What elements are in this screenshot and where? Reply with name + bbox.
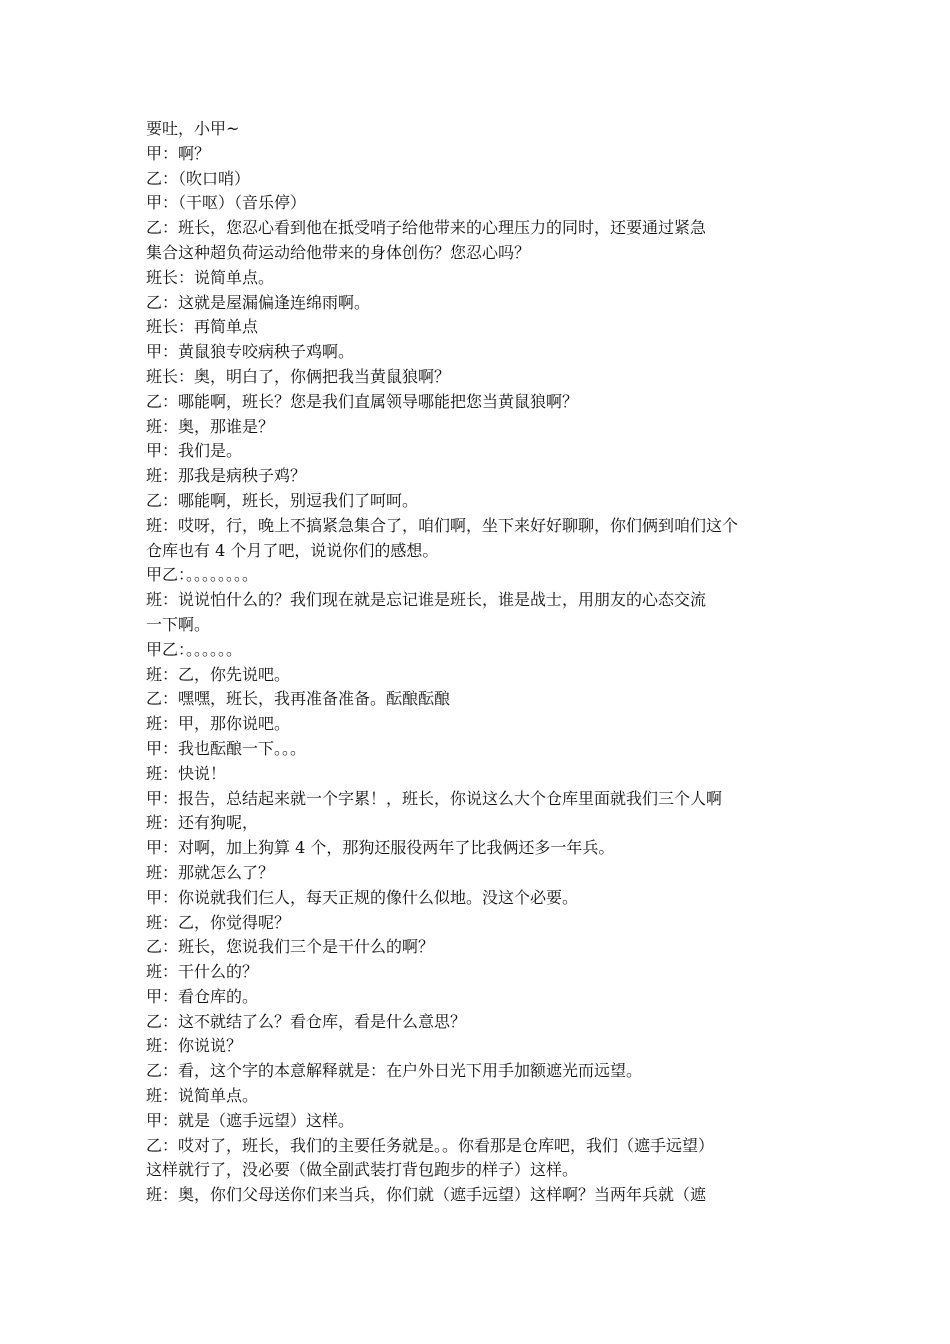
text-line: 乙：这不就结了么？看仓库，看是什么意思？: [146, 1011, 467, 1031]
text-line: 甲：报告，总结起来就一个字累！，班长，你说这么大个仓库里面就我们三个人啊: [146, 788, 723, 808]
text-line: 班：乙，你先说吧。: [146, 664, 291, 684]
text-line: 班：奥，你们父母送你们来当兵，你们就（遮手远望）这样啊？当两年兵就（遮: [146, 1185, 707, 1205]
text-line: 班：奥，那谁是？: [146, 416, 275, 436]
text-line: 班：那就怎么了？: [146, 862, 275, 882]
text-line: 甲：我们是。: [146, 441, 243, 461]
text-line: 班：还有狗呢，: [146, 813, 259, 833]
text-line: 乙：这就是屋漏偏逢连绵雨啊。: [146, 292, 371, 312]
text-line: 一下啊。: [146, 614, 211, 634]
text-line: 甲乙：。。。。。。。。: [146, 565, 259, 585]
text-line: 班：干什么的？: [146, 962, 259, 982]
dialogue-text: [146, 117, 810, 1208]
text-line: 乙：（吹口哨）: [146, 168, 251, 188]
text-line: 甲：黄鼠狼专咬病秧子鸡啊。: [146, 342, 355, 362]
text-line: 甲：啊？: [146, 143, 211, 163]
text-line: 要吐，小甲~: [146, 119, 240, 138]
text-line: 班：说简单点。: [146, 1086, 259, 1106]
text-line: 集合这种超负荷运动给他带来的身体创伤？您忍心吗？: [146, 242, 531, 262]
text-line: 乙：班长，您忍心看到他在抵受哨子给他带来的心理压力的同时，还要通过紧急: [146, 218, 707, 238]
text-line: 甲：（干呕）（音乐停）: [146, 193, 307, 213]
text-line: 班长：再简单点: [146, 317, 259, 337]
text-line: 班：哎呀，行，晚上不搞紧急集合了，咱们啊，坐下来好好聊聊，你们俩到咱们这个: [146, 515, 739, 535]
text-line: 班长：奥，明白了，你俩把我当黄鼠狼啊？: [146, 366, 451, 386]
text-line: 班：乙，你觉得呢？: [146, 912, 291, 932]
text-line: 甲：看仓库的。: [146, 986, 259, 1006]
text-line: 班：甲，那你说吧。: [146, 714, 291, 734]
text-line: 班：说说怕什么的？我们现在就是忘记谁是班长，谁是战士，用朋友的心态交流: [146, 590, 707, 610]
text-line: 仓库也有 4 个月了吧，说说你们的感想。: [146, 540, 439, 560]
text-line: 乙：嘿嘿，班长，我再准备准备。酝酿酝酿: [146, 689, 451, 709]
text-line: 这样就行了，没必要（做全副武装打背包跑步的样子）这样。: [146, 1160, 579, 1180]
text-line: 班长：说简单点。: [146, 267, 275, 287]
text-line: 班：快说！: [146, 763, 227, 783]
text-line: 班：那我是病秧子鸡？: [146, 466, 307, 486]
text-line: 乙：看，这个字的本意解释就是：在户外日光下用手加额遮光而远望。: [146, 1061, 643, 1081]
text-line: 班：你说说？: [146, 1036, 243, 1056]
text-line: 甲乙：。。。。。。: [146, 639, 243, 659]
text-line: 甲：就是（遮手远望）这样。: [146, 1110, 355, 1130]
text-line: 乙：班长，您说我们三个是干什么的啊？: [146, 937, 435, 957]
text-line: 甲：我也酝酿一下。。。: [146, 738, 307, 758]
text-line: 甲：你说就我们仨人，每天正规的像什么似地。没这个必要。: [146, 887, 579, 907]
text-line: 甲：对啊，加上狗算 4 个，那狗还服役两年了比我俩还多一年兵。: [146, 838, 615, 858]
text-line: 乙：哪能啊，班长？您是我们直属领导哪能把您当黄鼠狼啊？: [146, 391, 579, 411]
text-line: 乙：哎对了，班长，我们的主要任务就是。。你看那是仓库吧，我们（遮手远望）: [146, 1135, 715, 1155]
text-line: 乙：哪能啊，班长，别逗我们了呵呵。: [146, 490, 419, 510]
